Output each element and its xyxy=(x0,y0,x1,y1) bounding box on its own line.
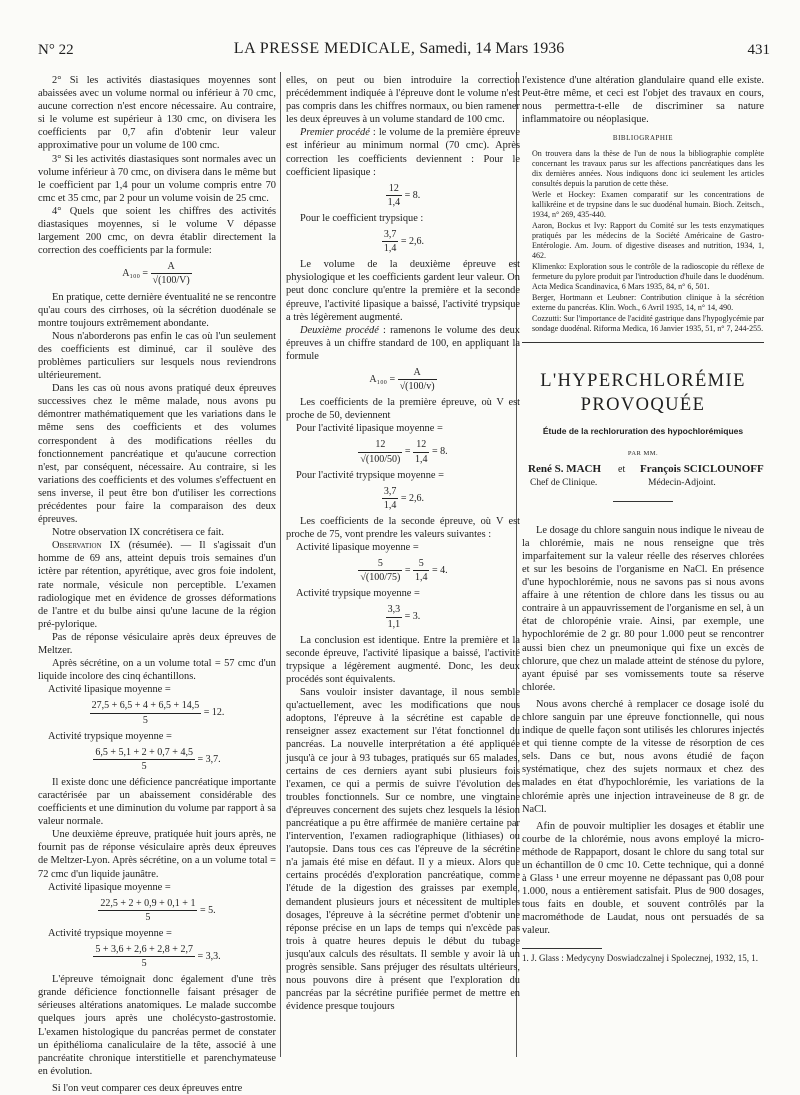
observation-lead: Observation IX xyxy=(52,540,121,552)
fraction xyxy=(382,228,399,255)
numerator: 12 xyxy=(386,182,403,196)
fraction xyxy=(98,897,197,924)
equation-result: = 3. xyxy=(404,611,421,623)
observation-paragraph xyxy=(38,539,276,631)
fraction xyxy=(93,943,195,970)
numerator: 6,5 + 5,1 + 2 + 0,7 + 4,5 xyxy=(93,746,195,760)
fraction xyxy=(382,485,399,512)
paragraph: l'existence d'une altération glandulaire quand elle existe. Peut-être même, et ceci est l'objet des travaux en cours, nous permettra-t-elle de discriminer sa nature inflammatoire ou néoplasique. xyxy=(522,75,764,126)
byline-prefix: PAR MM. xyxy=(627,449,659,457)
denominator: 5 xyxy=(145,911,151,923)
footnote: 1. J. Glass : Medycyny Doswiadczalnej i Spolecznej, 1932, 15, 1. xyxy=(522,952,758,963)
paragraph: Pour le coefficient trypsique : xyxy=(300,212,424,224)
numerator: 22,5 + 2 + 0,9 + 0,1 + 1 xyxy=(98,897,197,911)
denominator: 1,1 xyxy=(387,618,401,630)
equation xyxy=(286,228,520,255)
equation-result: = 2,6. xyxy=(400,235,425,247)
fraction xyxy=(413,557,430,584)
paragraph: Afin de pouvoir multiplier les dosages et établir une courbe de la chlorémie, nous avons employé la micro-méthode de Rappaport, dosant le chlore du sang total sur un échantillon de 0 cmc 10. Cette technique, qui a donné à Glass ¹ une erreur moyenne ne dépassant pas 0,08 pour 1.000, nous a entièrement satisfait. Plus de 900 dosages, tous faits en double, et souvent contrôlés par la macrométhode de Laudat, nous ont persuadés de sa valeur. xyxy=(522,820,764,937)
procedure-paragraph xyxy=(286,324,520,363)
denominator: 5 xyxy=(142,714,148,726)
equation xyxy=(286,603,520,630)
issue-number: N° 22 xyxy=(38,42,74,58)
numerator: 5 xyxy=(413,557,430,571)
denominator: 1,4 xyxy=(383,243,397,255)
equation-label: Pour l'activité trypsique moyenne = xyxy=(296,469,444,481)
equation xyxy=(286,182,520,209)
bibliography-entry: Cozzutti: Sur l'importance de l'acidité gastrique dans l'hypoglycémie par sondage duodénal. Riforma Medica, 16 Janvier 1935, 51, n° 7, 244-255. xyxy=(532,314,764,334)
fraction xyxy=(398,366,437,393)
equation xyxy=(286,485,520,512)
bibliography-heading: BIBLIOGRAPHIE xyxy=(612,134,674,143)
paragraph: Après sécrétine, on a un volume total = 57 cmc d'un liquide incolore des cinq échantillons. xyxy=(38,658,276,683)
equation-label: Activité lipasique moyenne = xyxy=(48,881,171,893)
bibliography-entry: Klimenko: Exploration sous le contrôle de la radioscopie du réflexe de fermeture du pylore produit par l'introduction d'huile dans le duodénum. Acta Medica Scandinavica, 6 Mars 1935, 84, n° 6, 501. xyxy=(532,262,764,292)
fraction xyxy=(358,438,402,465)
author-name: René S. MACH xyxy=(528,462,602,475)
paragraph: Nous avons cherché à remplacer ce dosage isolé du chlore sanguin par une épreuve fonctionnelle, qui nous indique de quelle façon sont utilisés les chlorures injectés et qui tienne compte de la vitesse de résorption de ces sels. Dans ce but, nous avons étudié de façon systématique, chez des sujets normaux et chez des malades en état d'hypochlorémie, les variations de la chlorémie après une injection intraveineuse de 8 gr. de NaCl. xyxy=(522,698,764,815)
formula-lhs: A₁₀₀ = xyxy=(369,373,396,385)
author-role: Chef de Clinique. xyxy=(530,477,598,488)
authors-block xyxy=(522,463,764,491)
fraction xyxy=(151,260,192,287)
page-header xyxy=(28,20,770,70)
numerator: 3,3 xyxy=(386,603,403,617)
denominator: √(100/v) xyxy=(399,381,435,393)
equation-label: Pour l'activité lipasique moyenne = xyxy=(296,423,443,435)
author-name: François SCICLOUNOFF xyxy=(640,462,764,475)
equation xyxy=(286,438,520,465)
author-role: Médecin-Adjoint. xyxy=(648,477,716,488)
column-3 xyxy=(522,74,764,964)
issue-date: Samedi, 14 Mars 1936 xyxy=(419,40,565,57)
paragraph: L'épreuve témoignait donc également d'une très grande déficience fonctionnelle faisant présager de sérieuses altérations anatomiques. Le malade succombe quelques jours après une cholécysto-gastrostomie. L'examen histologique du pancréas permet de constater un épithélioma canaliculaire de la tête, associé à une pancréatite chronique interstitielle et parenchymateuse en évolution. xyxy=(38,974,276,1077)
denominator: √(100/50) xyxy=(360,453,401,465)
equation-label: Activité trypsique moyenne = xyxy=(296,588,420,600)
bibliography-entry: Aaron, Bockus et Ivy: Rapport du Comité sur les tests enzymatiques pratiqués par les médecins de la Société Américaine de Gastro-Entérologie. Am. Journ. of digestive diseases and nutrition, 1934, 1, 462. xyxy=(532,221,764,261)
paragraph: Pas de réponse vésiculaire après deux épreuves de Meltzer. xyxy=(38,631,276,657)
article-title-line: L'HYPERCHLORÉMIE xyxy=(540,371,746,392)
formula-lhs: A₁₀₀ = xyxy=(122,268,149,280)
article-subtitle: Étude de la rechloruration des hypochlorémiques xyxy=(542,426,744,437)
formula xyxy=(38,260,276,287)
equation-result: = 12. xyxy=(203,707,225,719)
denominator: √(100/75) xyxy=(360,572,401,584)
equation xyxy=(38,699,276,726)
column-2 xyxy=(286,74,520,1013)
paragraph: Une deuxième épreuve, pratiquée huit jours après, ne fournit pas de réponse vésiculaire après deux épreuves de Meltzer-Lyon. Après sécrétine, on a un volume total = 72 cmc d'un liquide jaunâtre. xyxy=(38,829,276,880)
paragraph: Les coefficients de la première épreuve, où V est proche de 50, deviennent xyxy=(286,397,520,422)
equation-result: = 3,3. xyxy=(197,950,221,962)
article-title xyxy=(522,369,764,417)
equation-label: Activité lipasique moyenne = xyxy=(296,542,419,554)
paragraph: Dans les cas où nous avons pratiqué deux épreuves successives chez le même malade, nous avons pu démontrer mathématiquement que les variations dans le même sens des coefficients et des volumes correspondent à des modifications réelles du fonctionnement pancréatique et qu'aucune correction n'est, par conséquent, nécessaire. Au contraire, si les variations des coefficients et des volumes s'effectuent en sens inverse, il peut être bon d'utiliser les corrections précédentes pour faire la comparaison des deux épreuves. xyxy=(38,383,276,526)
procedure-lead: Premier procédé xyxy=(300,127,370,139)
article-title-line: PROVOQUÉE xyxy=(580,395,706,416)
paragraph: Les coefficients de la seconde épreuve, où V est proche de 75, vont prendre les valeurs suivantes : xyxy=(286,515,520,540)
observation-text: (résumée). — Il s'agissait d'un homme de 69 ans, atteint depuis trois semaines d'un ictère par rétention, apyrétique, avec gros foie indolent, rate normale, vésicule non perceptible. L'examen radiologique met en évidence de grosses déformations de l'antre et du bulbe ainsi qu'une lacune de la région pré-pylorique. xyxy=(38,540,276,630)
paragraph: Sans vouloir insister davantage, il nous semble qu'actuellement, avec les modifications que nous adoptons, l'épreuve à la sécrétine est capable de renseigner assez exactement sur l'état fonctionnel du pancréas. La nouvelle interprétation a été appliquée jusqu'à ce jour à 93 tubages, pratiqués sur 65 malades, certains de ces derniers ayant subi plusieurs fois l'examen, ce qui a permis de suivre l'évolution des troubles fonctionnels. Sur ce nombre, une vingtaine d'épreuves concernent des sujets chez lesquels la lésion pancréatique a pu être affirmée de manière certaine par l'intervention, l'examen radiographique (lithiases) ou l'autopsie. Dans tous ces cas l'épreuve de la sécrétine n'a jamais été mise en défaut. Il y a mieux. Alors que certains procédés d'exploration pancréatique, comme l'étude de la digestion des graisses par exemple, demandent plusieurs jours et nécessitent de multiples dosages, l'épreuve à la sécrétine permet d'obtenir une réponse précise en un laps de temps qui n'excède pas trois à quatre heures depuis le début du tubage jusqu'aux calculs des résultats. Il semble y avoir là un progrès sensible. Sans préjuger des résultats ultérieurs, nous pouvons dire à présent que l'exploration du pancréas par la sécrétine purifiée permet de mettre en évidence presque toujours xyxy=(286,687,520,1013)
equation xyxy=(286,557,520,584)
bibliography-entry: On trouvera dans la thèse de l'un de nous la bibliographie complète concernant les travaux parus sur les affections pancréatiques dans les dix dernières années. Nous indiquons donc ici seulement les articles consultés depuis la parution de cette thèse. xyxy=(532,149,764,189)
fraction xyxy=(386,182,403,209)
formula xyxy=(286,366,520,393)
numerator: A xyxy=(398,366,437,380)
paragraph: Nous n'aborderons pas enfin le cas où l'un seulement des coefficients est diminué, car il soulève des problèmes particuliers sur lesquels nous reviendrons ultérieurement. xyxy=(38,330,276,382)
equals-sign: = xyxy=(404,565,411,577)
paragraph: 4° Quels que soient les chiffres des activités diastasiques moyennes, si le volume V dépasse largement 200 cmc, on devra établir directement la correction des coefficients par la formule: xyxy=(38,205,276,257)
equation-result: = 2,6. xyxy=(400,492,425,504)
column-1 xyxy=(38,74,276,1095)
numerator: 12 xyxy=(413,438,430,452)
numerator: A xyxy=(151,260,192,274)
denominator: 1,4 xyxy=(414,572,428,584)
paragraph: Il existe donc une déficience pancréatique importante caractérisée par un abaissement considérable des coefficients et une diminution du volume par rapport à sa valeur normale. xyxy=(38,776,276,828)
fraction xyxy=(93,746,195,773)
numerator: 27,5 + 6,5 + 4 + 6,5 + 14,5 xyxy=(90,699,202,713)
numerator: 3,7 xyxy=(382,485,399,499)
denominator: 1,4 xyxy=(383,499,397,511)
denominator: 5 xyxy=(141,958,147,970)
numerator: 12 xyxy=(358,438,402,452)
numerator: 5 + 3,6 + 2,6 + 2,8 + 2,7 xyxy=(93,943,195,957)
fraction xyxy=(90,699,202,726)
paragraph: Le volume de la deuxième épreuve est physiologique et les coefficients gardent leur valeur. On peut donc conclure qu'entre la première et la seconde épreuve, l'activité lipasique a baissé, l'activité trypsique a très légèrement augmenté. xyxy=(286,259,520,323)
equation-result: = 5. xyxy=(199,904,216,916)
bibliography-entry: Werle et Hockey: Examen comparatif sur les concentrations de kallikréine et de trypsine dans le suc duodénal humain. Bioch. Zeitsch., 1934, n° 269, 435-440. xyxy=(532,190,764,220)
paragraph: Le dosage du chlore sanguin nous indique le niveau de la chlorémie, mais ne nous renseigne que très imparfaitement sur la valeur réelle des réserves chlorées et sur les besoins de l'organisme en NaCl. En présence d'une hypochlorémie, nous ne savons pas si nous avons affaire à une rétention de chlore dans les tissus ou au contraire à un appauvrissement de l'organisme en sel, à un état de chloropénie vraie. Ainsi, par exemple, une hypochlorémie de 2 gr. 80 pour 1.000 peut se rencontrer aussi bien chez un pneumonique qui fixe un excès de chlorure, que chez un malade atteint de sténose du pylore, ayant épuisé par ses vomissements toute sa réserve chlorée. xyxy=(522,524,764,693)
paragraph: Si l'on veut comparer ces deux épreuves entre xyxy=(52,1082,243,1094)
journal-title: LA PRESSE MEDICALE, xyxy=(233,40,416,57)
paragraph: 3° Si les activités diastasiques sont normales avec un volume inférieur à 70 cmc, on divisera dans le même but le coefficient par 1,4 pour un volume compris entre 70 cmc et 35 cmc, par 2 pour un volume voisin de 25 cmc. xyxy=(38,153,276,204)
equation-label: Activité lipasique moyenne = xyxy=(48,684,171,696)
procedure-paragraph xyxy=(286,126,520,178)
equation-result: = 3,7. xyxy=(197,753,221,765)
equation-result: = 4. xyxy=(431,565,448,577)
denominator: 1,4 xyxy=(414,453,428,465)
paragraph: elles, on peut ou bien introduire la correction précédemment indiquée à l'épreuve dont le volume n'est pas compris dans les chiffres normaux, ou bien ramener les deux épreuves à un volume standard de 100 cmc. xyxy=(286,75,520,126)
denominator: 1,4 xyxy=(387,196,401,208)
paragraph: 2° Si les activités diastasiques moyennes sont abaissées avec un volume normal ou inférieur à 70 cmc, aucune correction n'est encore nécessaire. Au contraire, si le volume est supérieur à 130 cmc, on divisera les coefficients par 0,7 afin d'obtenir leur valeur approximative pour un volume de 100 cmc. xyxy=(38,75,276,152)
numerator: 5 xyxy=(358,557,402,571)
paragraph: La conclusion est identique. Entre la première et la seconde épreuve, l'activité lipasique a baissé, l'activité trypsique a légèrement augmenté. Donc, les deux procédés sont équivalents. xyxy=(286,634,520,685)
title-rule xyxy=(613,501,673,502)
journal-header xyxy=(28,40,770,58)
procedure-text: : ramenons le volume des deux épreuves à un chiffre standard de 100, en appliquant la formule xyxy=(286,324,520,362)
fraction xyxy=(358,557,402,584)
paragraph: En pratique, cette dernière éventualité ne se rencontre qu'au cours des cirrhoses, où la sécrétion duodénale se montre toujours extrêmement abondante. xyxy=(38,291,276,329)
page-number: 431 xyxy=(747,42,770,58)
equation-label: Activité trypsique moyenne = xyxy=(48,927,172,939)
equals-sign: = xyxy=(404,446,411,458)
equation xyxy=(38,897,276,924)
fraction xyxy=(413,438,430,465)
procedure-lead: Deuxième procédé xyxy=(300,324,379,336)
equation xyxy=(38,943,276,970)
paragraph: Notre observation IX concrétisera ce fait. xyxy=(52,527,224,539)
denominator: √(100/V) xyxy=(152,275,190,287)
fraction xyxy=(386,603,403,630)
numerator: 3,7 xyxy=(382,228,399,242)
equation-label: Activité trypsique moyenne = xyxy=(48,730,172,742)
bibliography-entry: Berger, Hortmann et Leubner: Contribution clinique à la sécrétion externe du pancréas. Klin. Woch., 6 Avril 1935, 14, n° 14, 490. xyxy=(532,293,764,313)
equation-result: = 8. xyxy=(431,446,448,458)
denominator: 5 xyxy=(141,760,147,772)
equation-result: = 8. xyxy=(404,189,421,201)
equation xyxy=(38,746,276,773)
section-divider xyxy=(522,342,764,343)
procedure-text: : le volume de la première épreuve est inférieur au minimum normal (70 cmc). Après correction les coefficients deviennent : Pour le coefficient lipasique : xyxy=(286,127,520,178)
author-conjunction: et xyxy=(618,463,626,475)
column-divider xyxy=(280,72,281,1057)
footnote-rule xyxy=(522,948,602,949)
